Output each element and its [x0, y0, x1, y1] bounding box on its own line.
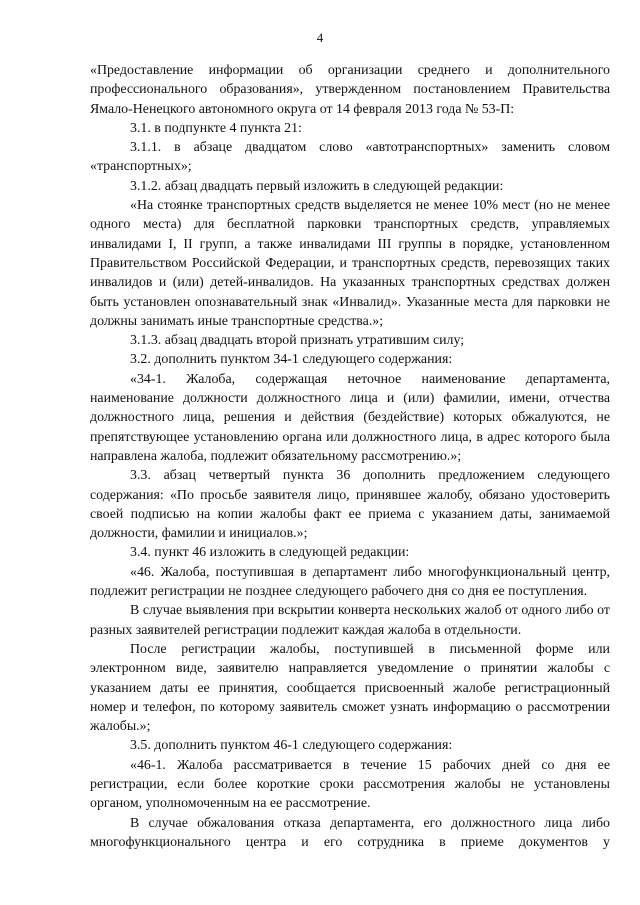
paragraph: 3.1.3. абзац двадцать второй признать утратившим силу;	[130, 333, 465, 349]
paragraph: В случае обжалования отказа департамента, его должностного лица либо многофункционального центра и его сотрудника в приеме документов у	[90, 815, 610, 850]
paragraph: «46. Жалоба, поступившая в департамент либо многофункциональный центр, подлежит регистрации не позднее следующего рабочего дня со дня ее поступления.	[90, 564, 610, 600]
paragraph: После регистрации жалобы, поступившей в письменной форме или электронном виде, заявителю направляется уведомление о принятии жалобы с указанием даты ее принятия, сообщается присвоенный жалобе регистрационный номер и телефон, по которому заявитель сможет узнать информацию о рассмотрении жалобы.»;	[90, 641, 610, 735]
paragraph: 3.1.1. в абзаце двадцатом слово «автотранспортных» заменить словом «транспортных»;	[90, 140, 610, 175]
paragraph: «Предоставление информации об организации среднего и дополнительного профессионального образования», утвержденном постановлением Правительства Ямало-Ненецкого автономного округа от 14 февраля 2013 года № 53-П:	[90, 63, 610, 117]
paragraph: 3.2. дополнить пунктом 34-1 следующего содержания:	[130, 352, 453, 368]
paragraph: «46-1. Жалоба рассматривается в течение 15 рабочих дней со дня ее регистрации, если более короткие сроки рассмотрения жалобы не установлены органом, уполномоченным на ее рассмотрение.	[90, 757, 610, 812]
document-body	[90, 61, 610, 852]
page-number: 4	[316, 30, 324, 45]
paragraph: 3.5. дополнить пунктом 46-1 следующего содержания:	[130, 738, 453, 754]
paragraph: 3.4. пункт 46 изложить в следующей редакции:	[130, 545, 410, 561]
paragraph: «На стоянке транспортных средств выделяется не менее 10% мест (но не менее одного места) для бесплатной парковки транспортных средств, управляемых инвалидами I, II групп, а также инвалидами III группы в порядке, установленном Правительством Российской Федерации, и транспортных средств, перевозящих таких инвалидов и (или) детей-инвалидов. На указанных транспортных средствах должен быть установлен опознавательный знак «Инвалид». Указанные места для парковки не должны занимать иные транспортные средства.»;	[90, 198, 610, 329]
paragraph: 3.3. абзац четвертый пункта 36 дополнить предложением следующего содержания: «По просьбе заявителя лицо, принявшее жалобу, обязано удостоверить своей подписью на копии жалобы факт ее приема с указанием даты, занимаемой должности, фамилии и инициалов.»;	[90, 468, 610, 542]
paragraph: 3.1.2. абзац двадцать первый изложить в следующей редакции:	[130, 178, 504, 194]
paragraph: В случае выявления при вскрытии конверта нескольких жалоб от одного либо от разных заявителей регистрации подлежит каждая жалоба в отдельности.	[90, 603, 610, 638]
paragraph: 3.1. в подпункте 4 пункта 21:	[130, 120, 302, 136]
paragraph: «34-1. Жалоба, содержащая неточное наименование департамента, наименование должности должностного лица и (или) фамилии, имени, отчества должностного лица, решения и действия (бездействие) которых обжалуются, не препятствующее установлению органа или должностного лица, в адрес которого была направлена жалоба, подлежит обязательному рассмотрению.»;	[90, 371, 610, 464]
